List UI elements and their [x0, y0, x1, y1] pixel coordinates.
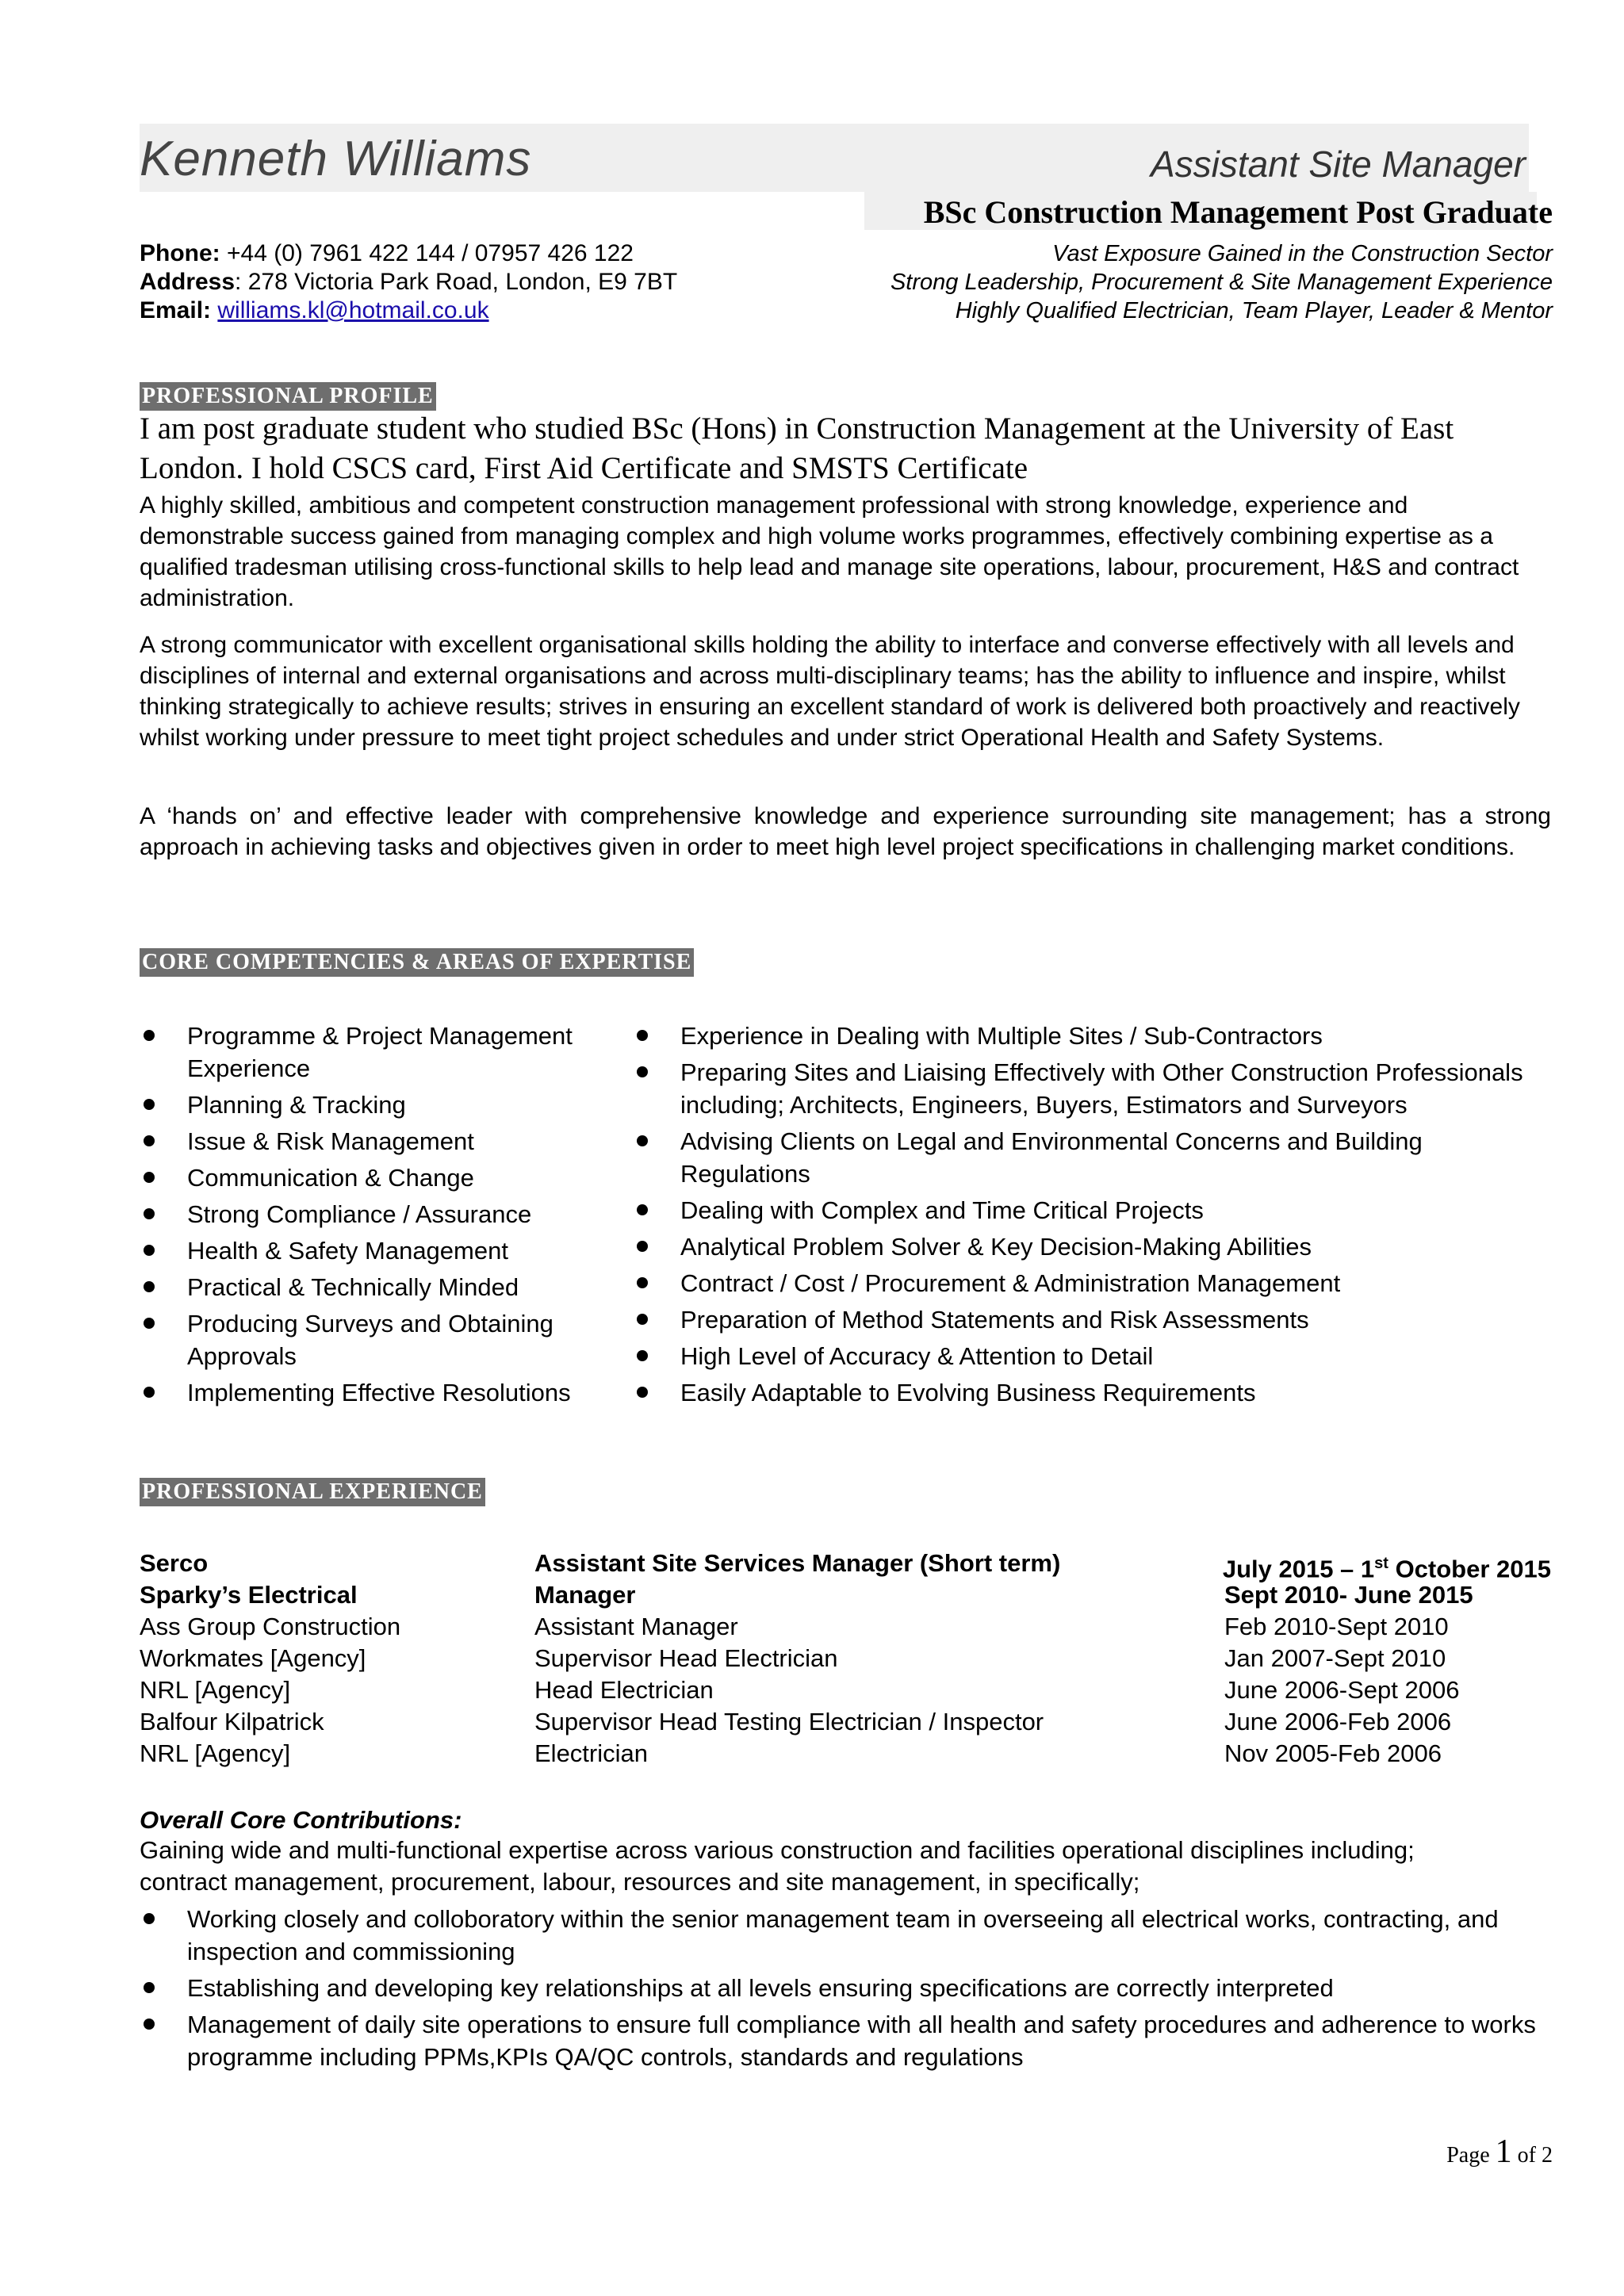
- exp-dates: Jan 2007-Sept 2010: [1224, 1644, 1446, 1672]
- bullet-icon: [144, 1245, 155, 1256]
- contact-phone: [140, 239, 634, 268]
- exp-dates: June 2006-Sept 2006: [1224, 1676, 1460, 1704]
- address-label: Address: [140, 269, 236, 295]
- table-row: [140, 1548, 1551, 1583]
- bullet-icon: [144, 1172, 155, 1183]
- exp-company: Sparky’s Electrical: [140, 1581, 358, 1609]
- section-heading-competencies: CORE COMPETENCIES & AREAS OF EXPERTISE: [140, 948, 694, 977]
- degree: BSc Construction Management Post Graduate: [923, 194, 1553, 230]
- section-heading-experience: PROFESSIONAL EXPERIENCE: [140, 1478, 485, 1506]
- exp-role: Head Electrician: [534, 1676, 714, 1704]
- job-title: Assistant Site Manager: [1150, 144, 1526, 185]
- list-item: Preparation of Method Statements and Risk Assessments: [633, 1303, 1553, 1336]
- bullet-icon: [144, 1281, 155, 1292]
- exp-dates: Feb 2010-Sept 2010: [1224, 1613, 1449, 1640]
- exp-company: Balfour Kilpatrick: [140, 1708, 324, 1735]
- table-row: [140, 1738, 1551, 1770]
- tagline: Vast Exposure Gained in the Construction Sector: [1052, 241, 1553, 266]
- bullet-icon: [144, 1099, 155, 1110]
- list-item: Establishing and developing key relationships at all levels ensuring specifications are correctly interpreted: [140, 1972, 1553, 2004]
- bullet-icon: [637, 1030, 648, 1041]
- bullet-icon: [637, 1350, 648, 1361]
- contributions-intro: Gaining wide and multi-functional expertise across various construction and facilities operational disciplines including; contract management, procurement, labour, resources and site management, in specifically;: [140, 1836, 1415, 1896]
- bullet-icon: [637, 1277, 648, 1288]
- contact-email: [140, 297, 489, 325]
- list-item: Communication & Change: [140, 1161, 607, 1194]
- page-number: Page 1 of 2: [1446, 2133, 1553, 2170]
- list-item: Dealing with Complex and Time Critical Projects: [633, 1194, 1553, 1226]
- profile-lead: I am post graduate student who studied BSc (Hons) in Construction Management at the University of East London. I hold CSCS card, First Aid Certificate and SMSTS Certificate: [140, 411, 1454, 485]
- profile-paragraph: A ‘hands on’ and effective leader with comprehensive knowledge and experience surrounding site management; has a strong approach in achieving tasks and objectives given in order to meet high level project specifications in challenging market conditions.: [140, 803, 1551, 860]
- bullet-icon: [144, 1318, 155, 1329]
- competencies-left-list: [140, 1020, 607, 1413]
- tagline: Highly Qualified Electrician, Team Player, Leader & Mentor: [955, 298, 1553, 323]
- section-heading-profile: PROFESSIONAL PROFILE: [140, 382, 436, 411]
- bullet-icon: [637, 1135, 648, 1146]
- bullet-icon: [144, 1208, 155, 1219]
- exp-dates: June 2006-Feb 2006: [1224, 1708, 1452, 1735]
- bullet-icon: [637, 1066, 648, 1077]
- table-row: [140, 1674, 1551, 1706]
- list-item: Implementing Effective Resolutions: [140, 1376, 607, 1409]
- contributions-heading: Overall Core Contributions:: [140, 1806, 462, 1834]
- list-item: Preparing Sites and Liaising Effectively with Other Construction Professionals including; Architects, Engineers, Buyers, Estimators and Surveyors: [633, 1056, 1553, 1121]
- list-item: Practical & Technically Minded: [140, 1271, 607, 1303]
- email-label: Email:: [140, 297, 212, 323]
- candidate-name: Kenneth Williams: [140, 132, 532, 186]
- exp-role: Assistant Manager: [534, 1613, 738, 1640]
- bullet-icon: [637, 1241, 648, 1252]
- list-item: Planning & Tracking: [140, 1089, 607, 1121]
- exp-company: Ass Group Construction: [140, 1613, 401, 1640]
- bullet-icon: [637, 1314, 648, 1325]
- phone-value: +44 (0) 7961 422 144 / 07957 426 122: [227, 240, 634, 266]
- competencies-right-list: [633, 1020, 1553, 1413]
- list-item: Analytical Problem Solver & Key Decision-Making Abilities: [633, 1230, 1553, 1263]
- bullet-icon: [144, 1030, 155, 1041]
- list-item: Easily Adaptable to Evolving Business Requirements: [633, 1376, 1553, 1409]
- tagline: Strong Leadership, Procurement & Site Management Experience: [890, 270, 1553, 295]
- exp-company: NRL [Agency]: [140, 1676, 291, 1704]
- email-link[interactable]: williams.kl@hotmail.co.uk: [217, 297, 489, 323]
- exp-company: Serco: [140, 1549, 209, 1577]
- exp-role: Manager: [534, 1581, 636, 1609]
- contact-address: [140, 268, 677, 297]
- list-item: High Level of Accuracy & Attention to Detail: [633, 1340, 1553, 1372]
- list-item: Advising Clients on Legal and Environmental Concerns and Building Regulations: [633, 1125, 1553, 1190]
- bullet-icon: [144, 2019, 155, 2030]
- exp-dates: Sept 2010- June 2015: [1224, 1581, 1473, 1609]
- phone-label: Phone:: [140, 240, 220, 266]
- bullet-icon: [637, 1387, 648, 1398]
- bullet-icon: [144, 1387, 155, 1398]
- list-item: Health & Safety Management: [140, 1234, 607, 1267]
- contributions-list: [140, 1903, 1553, 2077]
- exp-role: Supervisor Head Testing Electrician / Inspector: [534, 1708, 1044, 1735]
- exp-dates: July 2015 – 1st October 2015: [1222, 1555, 1551, 1583]
- list-item: Contract / Cost / Procurement & Administration Management: [633, 1267, 1553, 1299]
- profile-paragraph: A strong communicator with excellent organisational skills holding the ability to interface and converse effectively with all levels and disciplines of internal and external organisations and across multi-disciplinary teams; has the ability to influence and inspire, whilst thinking strategically to achieve results; strives in ensuring an excellent standard of work is delivered both proactively and reactively whilst working under pressure to meet tight project schedules and under strict Operational Health and Safety Systems.: [140, 632, 1520, 751]
- bullet-icon: [637, 1204, 648, 1215]
- list-item: Producing Surveys and Obtaining Approvals: [140, 1307, 607, 1372]
- exp-role: Electrician: [534, 1739, 648, 1767]
- exp-role: Supervisor Head Electrician: [534, 1644, 838, 1672]
- exp-company: NRL [Agency]: [140, 1739, 291, 1767]
- bullet-icon: [144, 1135, 155, 1146]
- list-item: Programme & Project Management Experience: [140, 1020, 607, 1085]
- list-item: Working closely and colloboratory within the senior management team in overseeing all electrical works, contracting, and inspection and commissioning: [140, 1903, 1553, 1968]
- table-row: [140, 1643, 1551, 1674]
- list-item: Issue & Risk Management: [140, 1125, 607, 1158]
- list-item: Management of daily site operations to ensure full compliance with all health and safety procedures and adherence to works programme including PPMs,KPIs QA/QC controls, standards and regulations: [140, 2008, 1553, 2073]
- exp-dates: Nov 2005-Feb 2006: [1224, 1739, 1442, 1767]
- list-item: Strong Compliance / Assurance: [140, 1198, 607, 1230]
- table-row: [140, 1706, 1551, 1738]
- list-item: Experience in Dealing with Multiple Sites / Sub-Contractors: [633, 1020, 1553, 1052]
- bullet-icon: [144, 1982, 155, 1993]
- exp-company: Workmates [Agency]: [140, 1644, 366, 1672]
- exp-role: Assistant Site Services Manager (Short term): [534, 1549, 1061, 1577]
- table-row: [140, 1579, 1551, 1611]
- table-row: [140, 1611, 1551, 1643]
- address-value: : 278 Victoria Park Road, London, E9 7BT: [235, 269, 678, 295]
- bullet-icon: [144, 1913, 155, 1924]
- profile-paragraph: A highly skilled, ambitious and competent construction management professional with strong knowledge, experience and demonstrable success gained from managing complex and high volume works programmes, effectively combining expertise as a qualified tradesman utilising cross-functional skills to help lead and manage site operations, labour, procurement, H&S and contract administration.: [140, 492, 1519, 611]
